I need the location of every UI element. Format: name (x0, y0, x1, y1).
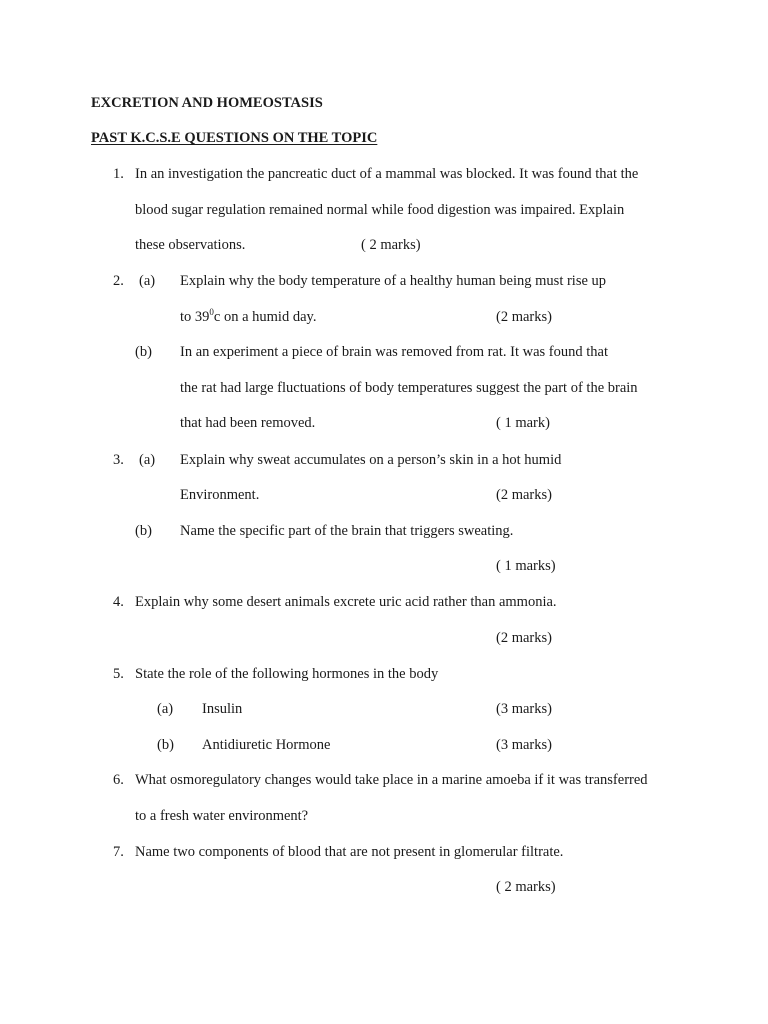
question-3-number: 3. (113, 452, 124, 468)
question-6-line-2: to a fresh water environment? (135, 808, 309, 824)
question-4-marks: (2 marks) (496, 630, 552, 646)
question-6-number: 6. (113, 772, 124, 788)
question-2b-label: (b) (135, 344, 152, 360)
question-1-line-1: In an investigation the pancreatic duct of a mammal was blocked. It was found that the (135, 166, 639, 182)
question-5b-label: (b) (157, 737, 174, 753)
question-2b-line-3: that had been removed. (180, 415, 316, 431)
question-3b-label: (b) (135, 523, 152, 539)
question-2b-marks: ( 1 mark) (496, 415, 550, 431)
question-6-line-1: What osmoregulatory changes would take place in a marine amoeba if it was transferred (135, 772, 648, 788)
question-2a-marks: (2 marks) (496, 309, 552, 325)
question-1-line-2: blood sugar regulation remained normal while food digestion was impaired. Explain (135, 202, 625, 218)
question-5a-marks: (3 marks) (496, 701, 552, 717)
question-2b-line-1: In an experiment a piece of brain was removed from rat. It was found that (180, 344, 608, 360)
question-2-number: 2. (113, 273, 124, 289)
question-1-number: 1. (113, 166, 124, 182)
question-5a-label: (a) (157, 701, 174, 717)
question-7-marks: ( 2 marks) (496, 879, 556, 895)
question-3a-label: (a) (139, 452, 156, 468)
question-5-line-1: State the role of the following hormones in the body (135, 666, 439, 682)
document-subtitle: PAST K.C.S.E QUESTIONS ON THE TOPIC (91, 130, 378, 146)
question-2b-line-2: the rat had large fluctuations of body temperatures suggest the part of the brain (180, 380, 638, 396)
question-5b-text: Antidiuretic Hormone (202, 737, 331, 753)
question-2a-line-1: Explain why the body temperature of a healthy human being must rise up (180, 273, 607, 289)
question-5b-marks: (3 marks) (496, 737, 552, 753)
question-1-line-3: these observations. (135, 237, 246, 253)
question-4-line-1: Explain why some desert animals excrete uric acid rather than ammonia. (135, 594, 557, 610)
question-7-line-1: Name two components of blood that are not present in glomerular filtrate. (135, 844, 564, 860)
question-3a-line-1: Explain why sweat accumulates on a person’s skin in a hot humid (180, 452, 562, 468)
question-4-number: 4. (113, 594, 124, 610)
document-title: EXCRETION AND HOMEOSTASIS (91, 95, 323, 111)
question-7-number: 7. (113, 844, 124, 860)
superscript-degree: 0 (209, 307, 214, 318)
question-2a-label: (a) (139, 273, 156, 289)
question-1-marks: ( 2 marks) (361, 237, 421, 253)
question-3b-marks: ( 1 marks) (496, 558, 556, 574)
question-5a-text: Insulin (202, 701, 243, 717)
question-3b-line-1: Name the specific part of the brain that triggers sweating. (180, 523, 514, 539)
question-2a-line-2: to $39^0c$ on a humid day. (180, 307, 317, 325)
question-3a-line-2: Environment. (180, 487, 260, 503)
question-5-number: 5. (113, 666, 124, 682)
question-3a-marks: (2 marks) (496, 487, 552, 503)
